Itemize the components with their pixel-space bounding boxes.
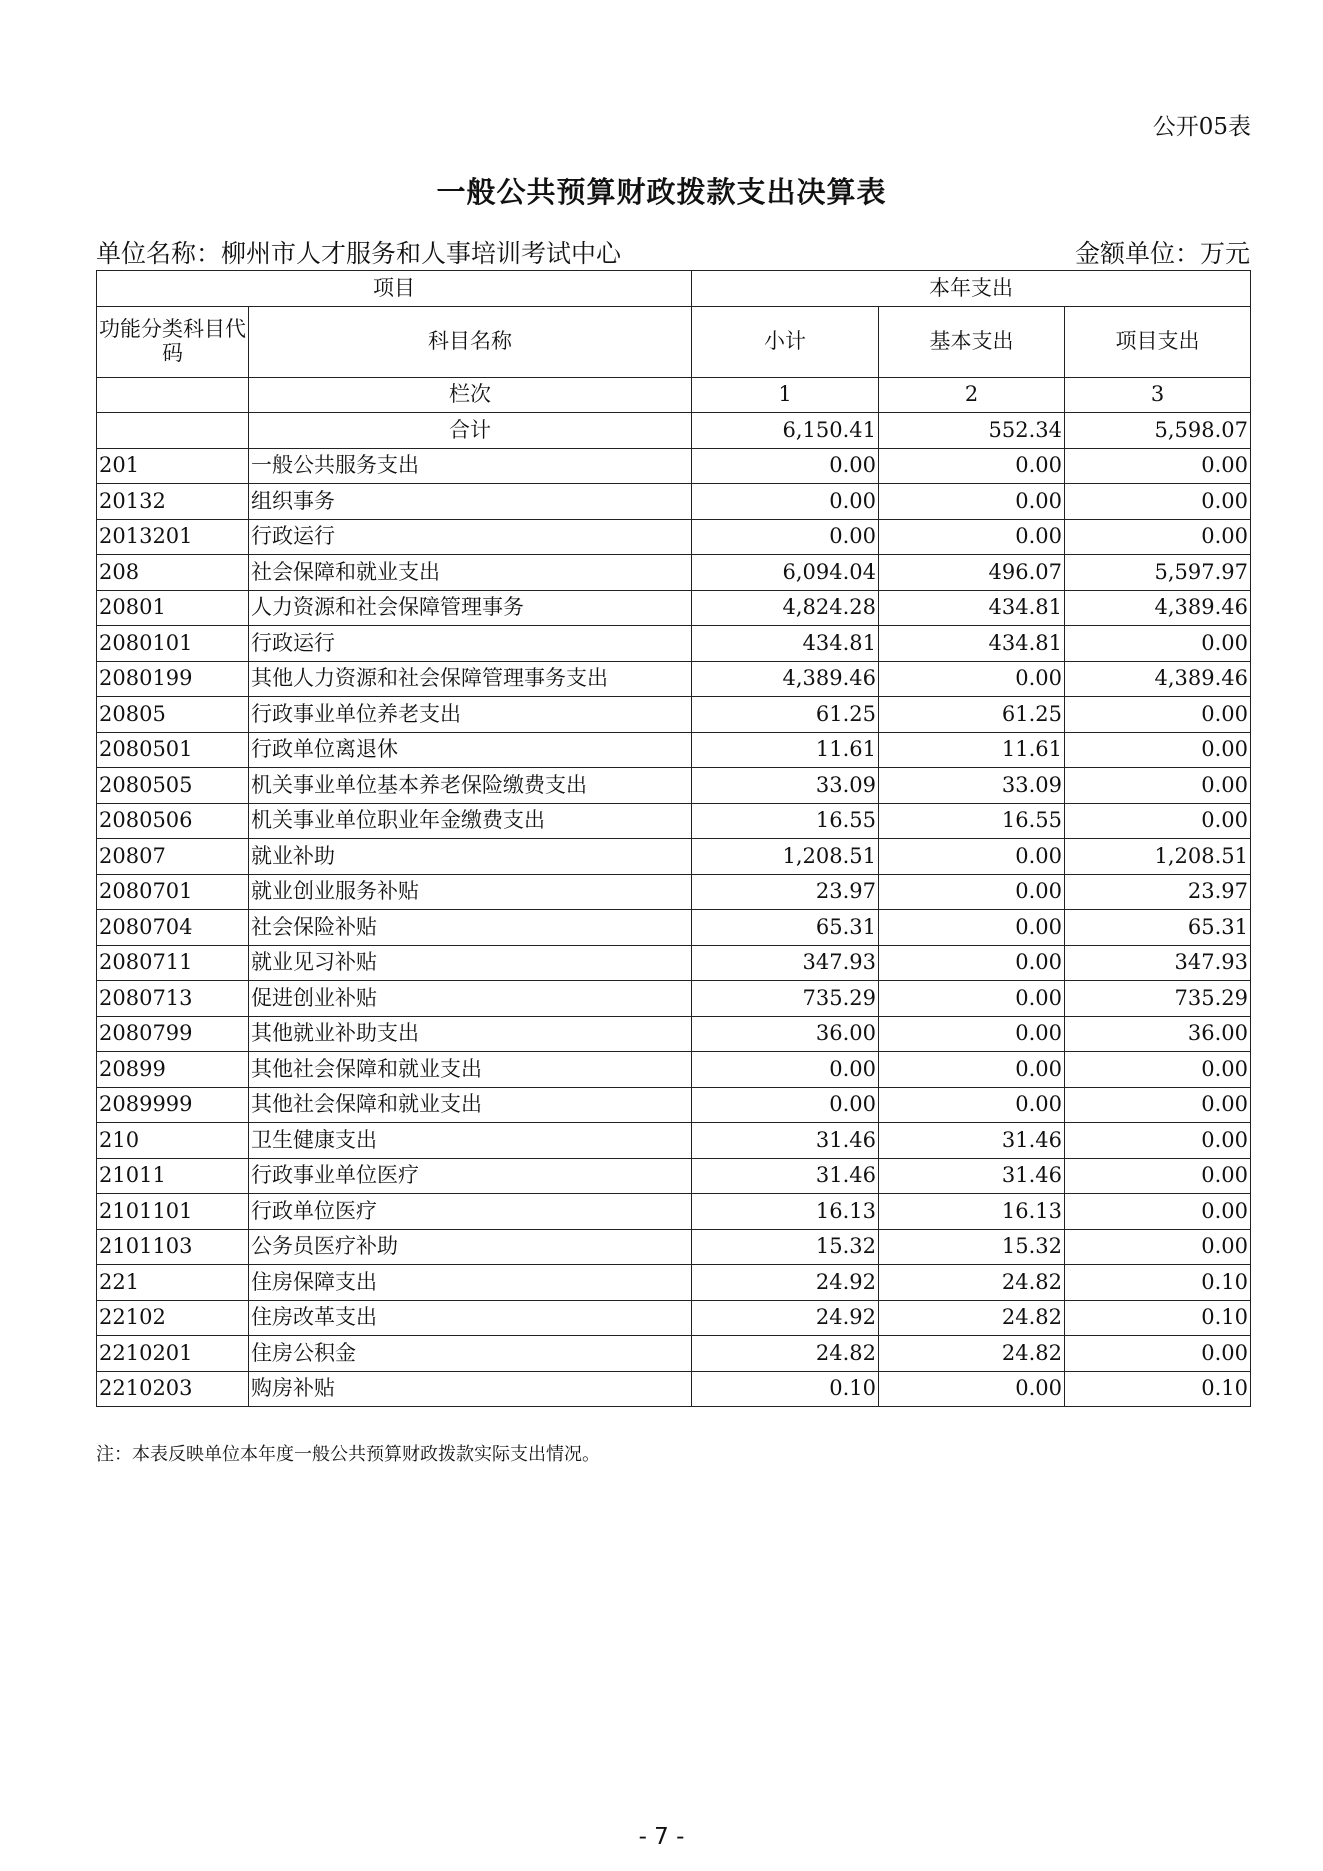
row-basic: 0.00 (879, 1371, 1065, 1407)
row-subtotal: 16.13 (692, 1194, 879, 1230)
row-basic: 0.00 (879, 910, 1065, 946)
row-basic: 0.00 (879, 839, 1065, 875)
row-basic: 0.00 (879, 1087, 1065, 1123)
row-code: 2080506 (97, 803, 249, 839)
row-project: 23.97 (1065, 874, 1251, 910)
row-subtotal: 4,824.28 (692, 590, 879, 626)
row-code: 2080713 (97, 981, 249, 1017)
amount-unit: 金额单位：万元 (1074, 239, 1250, 268)
row-subtotal: 33.09 (692, 768, 879, 804)
row-code: 208 (97, 555, 249, 591)
row-subject-name: 机关事业单位职业年金缴费支出 (249, 803, 692, 839)
row-subject-name: 行政事业单位医疗 (249, 1158, 692, 1194)
row-code: 20899 (97, 1052, 249, 1088)
row-code: 2080799 (97, 1016, 249, 1052)
row-project: 0.00 (1065, 1087, 1251, 1123)
total-project: 5,598.07 (1065, 413, 1251, 449)
row-code: 20132 (97, 484, 249, 520)
page-title: 一般公共预算财政拨款支出决算表 (436, 175, 887, 209)
row-subtotal: 4,389.46 (692, 661, 879, 697)
row-code: 2080711 (97, 945, 249, 981)
row-code: 20801 (97, 590, 249, 626)
row-subject-name: 住房公积金 (249, 1336, 692, 1372)
budget-table (96, 270, 1251, 1407)
row-basic: 0.00 (879, 1052, 1065, 1088)
row-subtotal: 0.00 (692, 448, 879, 484)
table-row (97, 519, 1251, 555)
row-code: 2210203 (97, 1371, 249, 1407)
row-subject-name: 卫生健康支出 (249, 1123, 692, 1159)
row-basic: 0.00 (879, 945, 1065, 981)
column-seq-2: 2 (879, 377, 1065, 413)
row-subject-name: 其他社会保障和就业支出 (249, 1052, 692, 1088)
table-row (97, 555, 1251, 591)
row-code: 2080505 (97, 768, 249, 804)
total-empty (97, 413, 249, 449)
row-subtotal: 31.46 (692, 1123, 879, 1159)
row-code: 2080101 (97, 626, 249, 662)
row-project: 347.93 (1065, 945, 1251, 981)
row-basic: 0.00 (879, 519, 1065, 555)
row-project: 0.00 (1065, 768, 1251, 804)
form-number: 公开05表 (1152, 114, 1251, 140)
row-subject-name: 人力资源和社会保障管理事务 (249, 590, 692, 626)
column-seq-row (97, 377, 1251, 413)
row-subject-name: 行政单位医疗 (249, 1194, 692, 1230)
header-project-exp: 项目支出 (1065, 306, 1251, 377)
header-row-1 (97, 271, 1251, 307)
column-seq-1: 1 (692, 377, 879, 413)
row-basic: 24.82 (879, 1265, 1065, 1301)
row-project: 0.00 (1065, 732, 1251, 768)
table-row (97, 1194, 1251, 1230)
row-subtotal: 0.00 (692, 484, 879, 520)
row-project: 0.00 (1065, 448, 1251, 484)
row-subject-name: 社会保险补贴 (249, 910, 692, 946)
table-row (97, 1016, 1251, 1052)
row-project: 0.00 (1065, 1158, 1251, 1194)
row-basic: 15.32 (879, 1229, 1065, 1265)
table-row (97, 448, 1251, 484)
row-code: 2089999 (97, 1087, 249, 1123)
row-code: 221 (97, 1265, 249, 1301)
header-subject-name: 科目名称 (249, 306, 692, 377)
row-basic: 434.81 (879, 626, 1065, 662)
row-subject-name: 其他就业补助支出 (249, 1016, 692, 1052)
row-code: 210 (97, 1123, 249, 1159)
row-basic: 24.82 (879, 1336, 1065, 1372)
column-seq-3: 3 (1065, 377, 1251, 413)
row-subject-name: 促进创业补贴 (249, 981, 692, 1017)
row-basic: 24.82 (879, 1300, 1065, 1336)
page-number: - 7 - (638, 1824, 685, 1850)
row-project: 0.10 (1065, 1265, 1251, 1301)
row-subtotal: 31.46 (692, 1158, 879, 1194)
row-subtotal: 16.55 (692, 803, 879, 839)
row-basic: 31.46 (879, 1123, 1065, 1159)
table-row (97, 697, 1251, 733)
table-row (97, 1123, 1251, 1159)
row-subtotal: 15.32 (692, 1229, 879, 1265)
header-project: 项目 (97, 271, 692, 307)
row-subject-name: 其他人力资源和社会保障管理事务支出 (249, 661, 692, 697)
row-subject-name: 组织事务 (249, 484, 692, 520)
row-basic: 434.81 (879, 590, 1065, 626)
header-current-year: 本年支出 (692, 271, 1251, 307)
row-subject-name: 一般公共服务支出 (249, 448, 692, 484)
row-subject-name: 行政运行 (249, 519, 692, 555)
row-subtotal: 1,208.51 (692, 839, 879, 875)
row-code: 2080704 (97, 910, 249, 946)
row-subtotal: 0.00 (692, 519, 879, 555)
row-subject-name: 机关事业单位基本养老保险缴费支出 (249, 768, 692, 804)
row-subtotal: 0.00 (692, 1052, 879, 1088)
row-subject-name: 购房补贴 (249, 1371, 692, 1407)
row-subtotal: 735.29 (692, 981, 879, 1017)
table-row (97, 945, 1251, 981)
row-project: 0.00 (1065, 1229, 1251, 1265)
row-code: 2101103 (97, 1229, 249, 1265)
row-project: 0.10 (1065, 1371, 1251, 1407)
unit-name: 单位名称：柳州市人才服务和人事培训考试中心 (96, 239, 622, 268)
table-row (97, 484, 1251, 520)
row-project: 0.00 (1065, 626, 1251, 662)
total-row (97, 413, 1251, 449)
total-basic: 552.34 (879, 413, 1065, 449)
row-basic: 31.46 (879, 1158, 1065, 1194)
row-subject-name: 就业补助 (249, 839, 692, 875)
table-row (97, 590, 1251, 626)
row-basic: 61.25 (879, 697, 1065, 733)
row-subtotal: 11.61 (692, 732, 879, 768)
row-project: 36.00 (1065, 1016, 1251, 1052)
row-subtotal: 6,094.04 (692, 555, 879, 591)
row-code: 2080501 (97, 732, 249, 768)
row-project: 65.31 (1065, 910, 1251, 946)
row-code: 2101101 (97, 1194, 249, 1230)
row-code: 2080199 (97, 661, 249, 697)
row-subject-name: 其他社会保障和就业支出 (249, 1087, 692, 1123)
row-subject-name: 行政运行 (249, 626, 692, 662)
row-code: 2210201 (97, 1336, 249, 1372)
table-row (97, 1336, 1251, 1372)
row-basic: 0.00 (879, 981, 1065, 1017)
column-seq-empty (97, 377, 249, 413)
table-row (97, 1052, 1251, 1088)
row-project: 0.00 (1065, 1123, 1251, 1159)
table-row (97, 768, 1251, 804)
row-project: 0.00 (1065, 484, 1251, 520)
row-project: 0.00 (1065, 1194, 1251, 1230)
row-subtotal: 24.92 (692, 1265, 879, 1301)
total-label: 合计 (249, 413, 692, 449)
row-subtotal: 36.00 (692, 1016, 879, 1052)
row-subject-name: 就业见习补贴 (249, 945, 692, 981)
row-subtotal: 0.10 (692, 1371, 879, 1407)
row-subject-name: 行政单位离退休 (249, 732, 692, 768)
row-subject-name: 行政事业单位养老支出 (249, 697, 692, 733)
row-project: 0.00 (1065, 803, 1251, 839)
table-row (97, 1371, 1251, 1407)
row-basic: 33.09 (879, 768, 1065, 804)
row-project: 4,389.46 (1065, 661, 1251, 697)
table-row (97, 1229, 1251, 1265)
row-basic: 16.55 (879, 803, 1065, 839)
row-code: 20805 (97, 697, 249, 733)
row-project: 0.00 (1065, 1052, 1251, 1088)
row-project: 0.00 (1065, 697, 1251, 733)
row-subtotal: 0.00 (692, 1087, 879, 1123)
row-code: 21011 (97, 1158, 249, 1194)
header-row-2 (97, 306, 1251, 377)
row-basic: 16.13 (879, 1194, 1065, 1230)
row-code: 201 (97, 448, 249, 484)
row-project: 0.00 (1065, 519, 1251, 555)
table-body (97, 271, 1251, 1407)
row-project: 735.29 (1065, 981, 1251, 1017)
table-row (97, 1158, 1251, 1194)
table-row (97, 661, 1251, 697)
table-row (97, 874, 1251, 910)
row-code: 2080701 (97, 874, 249, 910)
row-subject-name: 住房改革支出 (249, 1300, 692, 1336)
table-row (97, 1265, 1251, 1301)
row-subtotal: 23.97 (692, 874, 879, 910)
row-project: 5,597.97 (1065, 555, 1251, 591)
row-subtotal: 347.93 (692, 945, 879, 981)
row-project: 1,208.51 (1065, 839, 1251, 875)
row-basic: 0.00 (879, 661, 1065, 697)
column-seq-label: 栏次 (249, 377, 692, 413)
row-basic: 0.00 (879, 448, 1065, 484)
total-subtotal: 6,150.41 (692, 413, 879, 449)
row-basic: 11.61 (879, 732, 1065, 768)
header-basic: 基本支出 (879, 306, 1065, 377)
row-subject-name: 就业创业服务补贴 (249, 874, 692, 910)
table-row (97, 626, 1251, 662)
row-subject-name: 公务员医疗补助 (249, 1229, 692, 1265)
table-row (97, 732, 1251, 768)
row-subtotal: 24.82 (692, 1336, 879, 1372)
row-code: 22102 (97, 1300, 249, 1336)
table-row (97, 803, 1251, 839)
row-subject-name: 社会保障和就业支出 (249, 555, 692, 591)
row-basic: 0.00 (879, 484, 1065, 520)
row-project: 0.10 (1065, 1300, 1251, 1336)
table-row (97, 1300, 1251, 1336)
row-subtotal: 61.25 (692, 697, 879, 733)
table-row (97, 910, 1251, 946)
table-note: 注：本表反映单位本年度一般公共预算财政拨款实际支出情况。 (96, 1444, 600, 1465)
header-code: 功能分类科目代码 (97, 306, 249, 377)
row-basic: 496.07 (879, 555, 1065, 591)
table-row (97, 981, 1251, 1017)
row-basic: 0.00 (879, 1016, 1065, 1052)
row-code: 20807 (97, 839, 249, 875)
row-code: 2013201 (97, 519, 249, 555)
row-subtotal: 24.92 (692, 1300, 879, 1336)
table-row (97, 839, 1251, 875)
table-row (97, 1087, 1251, 1123)
row-project: 4,389.46 (1065, 590, 1251, 626)
row-subject-name: 住房保障支出 (249, 1265, 692, 1301)
row-subtotal: 434.81 (692, 626, 879, 662)
row-basic: 0.00 (879, 874, 1065, 910)
row-subtotal: 65.31 (692, 910, 879, 946)
header-subtotal: 小计 (692, 306, 879, 377)
row-project: 0.00 (1065, 1336, 1251, 1372)
